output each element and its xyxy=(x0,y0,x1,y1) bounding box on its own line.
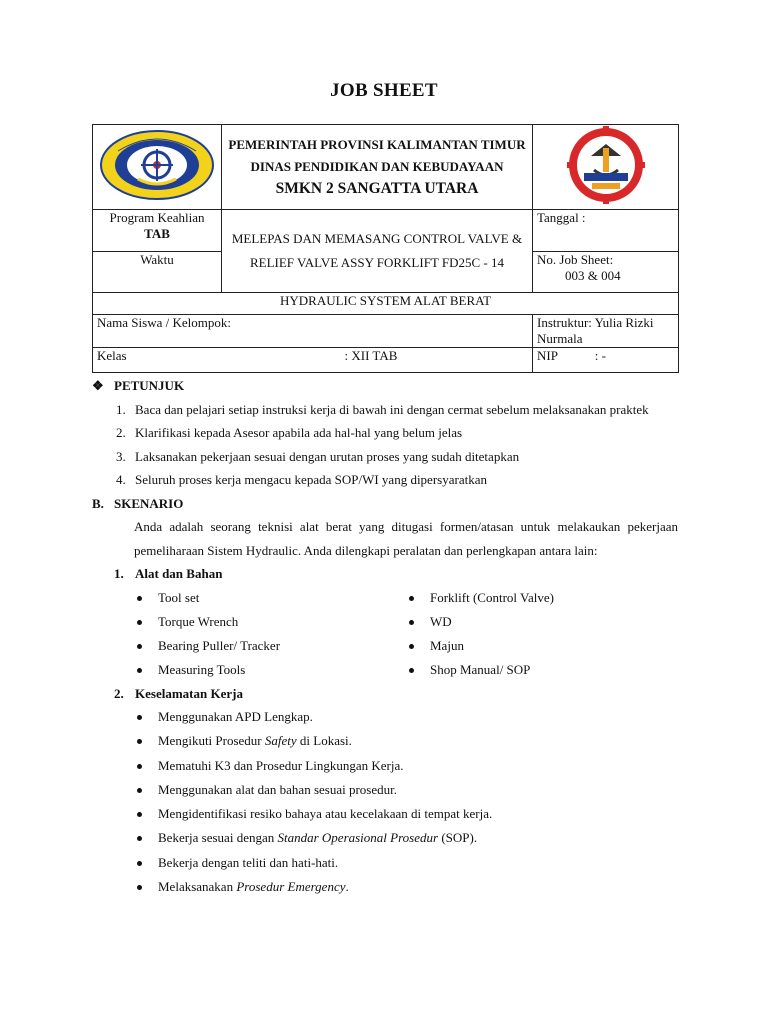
tanggal-cell xyxy=(533,210,679,252)
list-item: WD xyxy=(406,610,678,634)
keselamatan-heading: 2. Keselamatan Kerja xyxy=(114,685,243,701)
activity-line2: RELIEF VALVE ASSY FORKLIFT FD25C - 14 xyxy=(249,255,505,270)
section-marker: B. xyxy=(92,495,104,511)
activity-cell xyxy=(222,210,533,293)
list-item: Mematuhi K3 dan Prosedur Lingkungan Kerja. xyxy=(134,754,678,778)
skenario-paragraph: Anda adalah seorang teknisi alat berat yang ditugasi formen/atasan untuk melakaukan pekerjaan pemeliharaan Sistem Hydraulic. Anda dilengkapi peralatan dan perlengkapan antara lain: xyxy=(134,519,678,558)
kelas-label: Kelas xyxy=(97,348,127,363)
list-item: Menggunakan APD Lengkap. xyxy=(134,705,678,729)
activity-line1: MELEPAS DAN MEMASANG CONTROL VALVE & xyxy=(231,231,523,246)
nip-cell xyxy=(533,348,679,373)
kelas-cell xyxy=(93,348,533,373)
list-item: Shop Manual/ SOP xyxy=(406,658,678,682)
diamond-bullet-icon: ❖ xyxy=(92,378,104,393)
list-item: Melaksanakan Prosedur Emergency. xyxy=(134,875,678,899)
header-table xyxy=(92,124,679,373)
institution-line1: PEMERINTAH PROVINSI KALIMANTAN TIMUR xyxy=(228,137,526,152)
list-item: Bekerja dengan teliti dan hati-hati. xyxy=(134,851,678,875)
alat-right-column xyxy=(406,586,678,682)
nip-value: : - xyxy=(594,348,606,363)
skenario-title: SKENARIO xyxy=(114,495,184,511)
petunjuk-heading xyxy=(92,374,678,398)
system-cell xyxy=(93,293,679,315)
list-item: 1. Baca dan pelajari setiap instruksi kerja di bawah ini dengan cermat sebelum melaksanakan praktek xyxy=(116,401,649,417)
right-logo-cell xyxy=(533,125,679,210)
institution-cell xyxy=(222,125,533,210)
keselamatan-list xyxy=(92,705,678,899)
list-item: Forklift (Control Valve) xyxy=(406,586,678,610)
list-item: Measuring Tools xyxy=(134,658,406,682)
list-item: 2. Klarifikasi kepada Asesor apabila ada hal-hal yang belum jelas xyxy=(116,425,463,440)
list-item: Majun xyxy=(406,634,678,658)
jobsheet-value: 003 & 004 xyxy=(565,268,621,283)
nama-cell xyxy=(93,315,533,348)
program-label: Program Keahlian xyxy=(109,210,205,225)
program-value: TAB xyxy=(144,226,170,241)
jobsheet-label: No. Job Sheet: xyxy=(537,252,614,267)
automotive-logo-icon xyxy=(556,126,656,204)
list-item: Tool set xyxy=(134,586,406,610)
content xyxy=(92,374,678,899)
petunjuk-title: PETUNJUK xyxy=(114,378,185,393)
institution-line2: DINAS PENDIDIKAN DAN KEBUDAYAAN xyxy=(250,159,504,174)
nama-label: Nama Siswa / Kelompok: xyxy=(97,315,231,330)
list-item: Menggunakan alat dan bahan sesuai prosedur. xyxy=(134,778,678,802)
list-item: 4. Seluruh proses kerja mengacu kepada SOP/WI yang dipersyaratkan xyxy=(116,472,487,487)
waktu-label: Waktu xyxy=(140,252,174,267)
alat-title: Alat dan Bahan xyxy=(135,566,223,581)
skenario-heading xyxy=(92,492,678,516)
instruktur-cell xyxy=(533,315,679,348)
jobsheet-cell xyxy=(533,252,679,293)
waktu-cell xyxy=(93,252,222,293)
list-item: Bearing Puller/ Tracker xyxy=(134,634,406,658)
system-name: HYDRAULIC SYSTEM ALAT BERAT xyxy=(279,293,492,308)
alat-list xyxy=(92,586,678,682)
program-cell xyxy=(93,210,222,252)
petunjuk-list xyxy=(92,398,678,492)
page-title: JOB SHEET xyxy=(330,80,438,101)
tanggal-label: Tanggal : xyxy=(537,210,586,225)
school-logo-icon xyxy=(98,129,216,201)
left-logo-cell xyxy=(93,125,222,210)
alat-heading: 1. Alat dan Bahan xyxy=(114,566,223,581)
list-item: Mengikuti Prosedur Safety di Lokasi. xyxy=(134,729,678,753)
school-name: SMKN 2 SANGATTA UTARA xyxy=(275,180,479,197)
list-item: 3. Laksanakan pekerjaan sesuai dengan urutan proses yang sudah ditetapkan xyxy=(116,448,520,464)
nip-label: NIP xyxy=(537,348,558,363)
keselamatan-title: Keselamatan Kerja xyxy=(135,685,243,701)
kelas-value: : XII TAB xyxy=(344,348,398,363)
list-item: Mengidentifikasi resiko bahaya atau kecelakaan di tempat kerja. xyxy=(134,802,678,826)
alat-left-column xyxy=(134,586,406,682)
instruktur-text: Instruktur: Yulia Rizki Nurmala xyxy=(537,315,654,346)
list-item: Torque Wrench xyxy=(134,610,406,634)
list-item: Bekerja sesuai dengan Standar Operasional Prosedur (SOP). xyxy=(134,826,678,850)
